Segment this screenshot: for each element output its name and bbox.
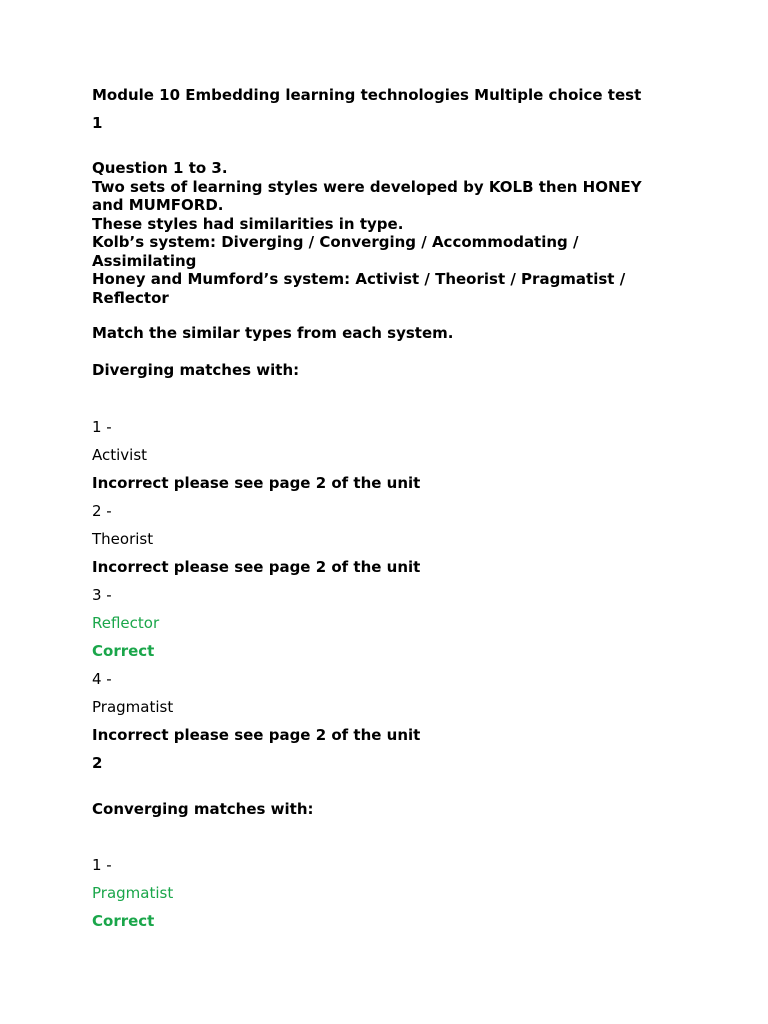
option-prefix: 1 - <box>92 418 112 436</box>
document-page <box>92 0 692 1024</box>
intro-line: Question 1 to 3. <box>92 159 228 177</box>
option-feedback: Incorrect please see page 2 of the unit <box>92 558 421 576</box>
intro-line: Reflector <box>92 288 169 307</box>
option-feedback: Incorrect please see page 2 of the unit <box>92 474 421 492</box>
question-number-2: 2 <box>92 754 103 772</box>
option-answer-pragmatist[interactable]: Pragmatist <box>92 698 174 716</box>
document-title: Module 10 Embedding learning technologies Multiple choice test <box>92 86 642 104</box>
intro-line: Assimilating <box>92 251 197 270</box>
option-prefix: 4 - <box>92 670 112 688</box>
question-intro <box>92 159 692 307</box>
question-prompt-2: Converging matches with: <box>92 800 314 818</box>
option-answer-activist[interactable]: Activist <box>92 446 148 464</box>
intro-line: Honey and Mumford’s system: Activist / Theorist / Pragmatist / <box>92 270 626 288</box>
option-prefix: 3 - <box>92 586 112 604</box>
intro-line: and MUMFORD. <box>92 196 224 214</box>
intro-line: Two sets of learning styles were developed by KOLB then HONEY <box>92 177 642 196</box>
option-feedback-correct: Correct <box>92 912 155 930</box>
option-answer-reflector[interactable]: Reflector <box>92 614 160 632</box>
instruction-text: Match the similar types from each system. <box>92 324 454 342</box>
option-prefix: 2 - <box>92 502 112 520</box>
option-prefix: 1 - <box>92 856 112 874</box>
intro-line: Kolb’s system: Diverging / Converging / Accommodating / <box>92 233 579 251</box>
question-prompt-1: Diverging matches with: <box>92 361 300 379</box>
option-answer-theorist[interactable]: Theorist <box>92 530 154 548</box>
option-feedback-correct: Correct <box>92 642 155 660</box>
option-answer-pragmatist[interactable]: Pragmatist <box>92 884 174 902</box>
question-number-1: 1 <box>92 114 103 132</box>
option-feedback: Incorrect please see page 2 of the unit <box>92 726 421 744</box>
intro-line: These styles had similarities in type. <box>92 214 404 233</box>
